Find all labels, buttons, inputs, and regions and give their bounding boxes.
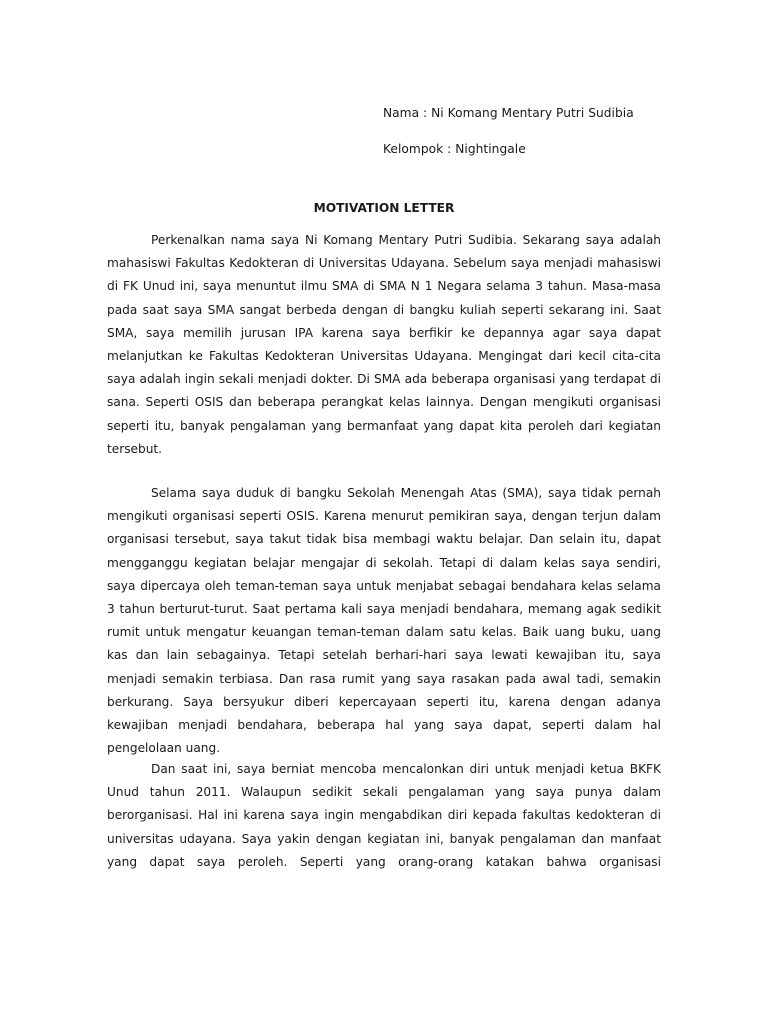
author-name-line: Nama : Ni Komang Mentary Putri Sudibia [383, 106, 634, 120]
paragraph-block-3 [107, 758, 661, 874]
paragraph-block-1 [107, 229, 661, 461]
group-line: Kelompok : Nightingale [383, 142, 526, 156]
letter-title-text: MOTIVATION LETTER [313, 201, 455, 215]
paragraph-2: Selama saya duduk di bangku Sekolah Menengah Atas (SMA), saya tidak pernah mengikuti organisasi seperti OSIS. Karena menurut pemikiran saya, dengan terjun dalam organisasi tersebut, saya takut tidak bisa membagi waktu belajar. Dan selain itu, dapat mengganggu kegiatan belajar mengajar di sekolah. Tetapi di dalam kelas saya sendiri, saya dipercaya oleh teman-teman saya untuk menjabat sebagai bendahara kelas selama 3 tahun berturut-turut. Saat pertama kali saya menjadi bendahara, memang agak sedikit rumit untuk mengatur keuangan teman-teman dalam satu kelas. Baik uang buku, uang kas dan lain sebagainya. Tetapi setelah berhari-hari saya lewati kewajiban itu, saya menjadi semakin terbiasa. Dan rasa rumit yang saya rasakan pada awal tadi, semakin berkurang. Saya bersyukur diberi kepercayaan seperti itu, karena dengan adanya kewajiban menjadi bendahara, beberapa hal yang saya dapat, seperti dalam hal pengelolaan uang. [107, 486, 661, 756]
letter-title [0, 201, 768, 215]
paragraph-block-2 [107, 482, 661, 760]
paragraph-1: Perkenalkan nama saya Ni Komang Mentary Putri Sudibia. Sekarang saya adalah mahasiswi Fakultas Kedokteran di Universitas Udayana. Sebelum saya menjadi mahasiswi di FK Unud ini, saya menuntut ilmu SMA di SMA N 1 Negara selama 3 tahun. Masa-masa pada saat saya SMA sangat berbeda dengan di bangku kuliah seperti sekarang ini. Saat SMA, saya memilih jurusan IPA karena saya berfikir ke depannya agar saya dapat melanjutkan ke Fakultas Kedokteran Universitas Udayana. Mengingat dari kecil cita-cita saya adalah ingin sekali menjadi dokter. Di SMA ada beberapa organisasi yang terdapat di sana. Seperti OSIS dan beberapa perangkat kelas lainnya. Dengan mengikuti organisasi seperti itu, banyak pengalaman yang bermanfaat yang dapat kita peroleh dari kegiatan tersebut. [107, 233, 661, 456]
paragraph-3: Dan saat ini, saya berniat mencoba mencalonkan diri untuk menjadi ketua BKFK Unud tahun 2011. Walaupun sedikit sekali pengalaman yang saya punya dalam berorganisasi. Hal ini karena saya ingin mengabdikan diri kepada fakultas kedokteran di universitas udayana. Saya yakin dengan kegiatan ini, banyak pengalaman dan manfaat yang dapat saya peroleh. Seperti yang orang-orang katakan bahwa organisasi [107, 762, 661, 869]
